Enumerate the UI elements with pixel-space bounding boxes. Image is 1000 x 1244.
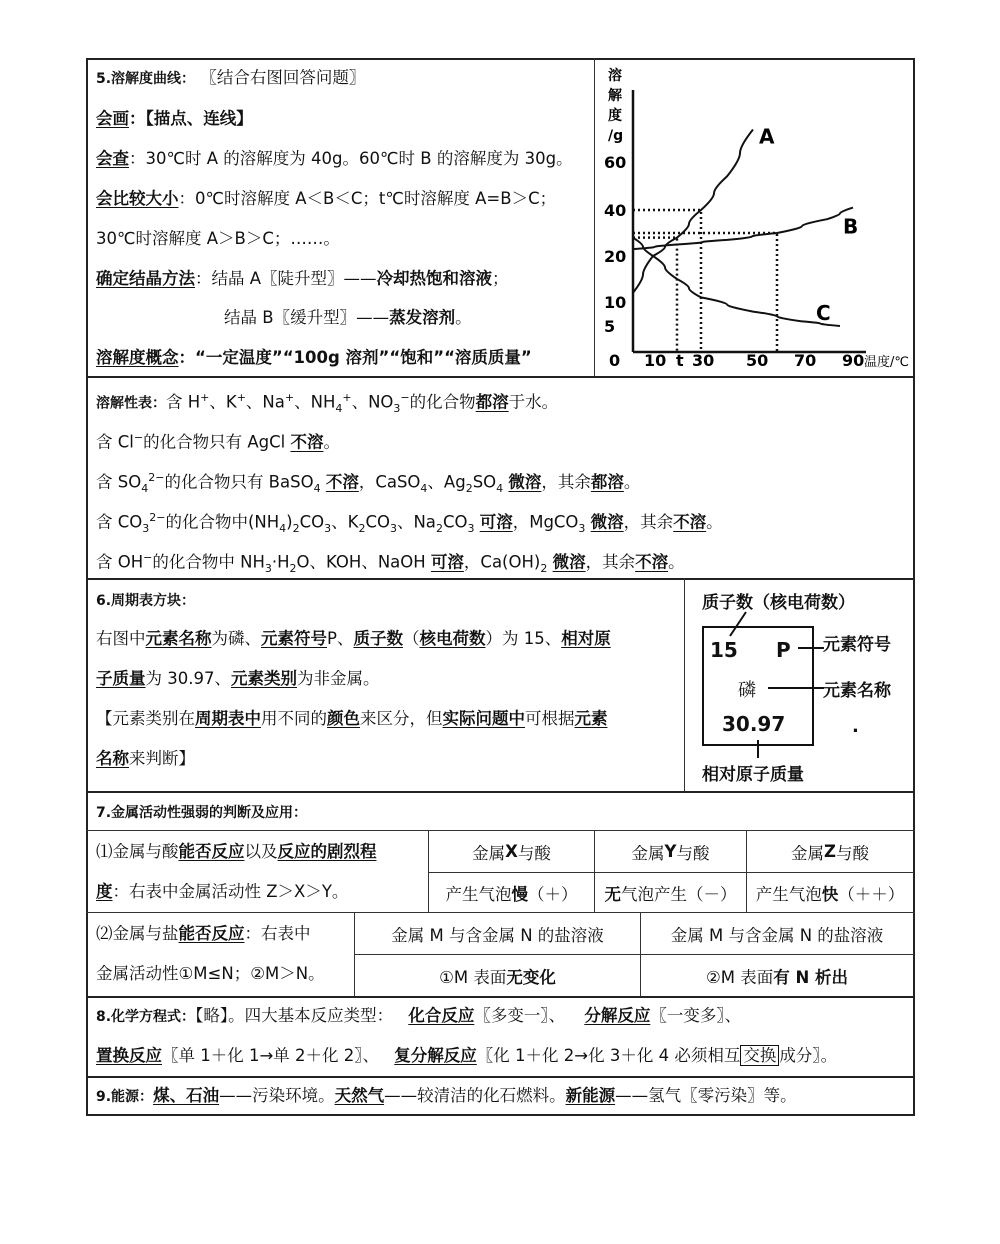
y-tick-label: 60 [604, 153, 627, 172]
s8-t1: 【略】。四大基本反应类型： [195, 1006, 394, 1025]
sol-l4-bold2: 微溶 [590, 512, 624, 532]
s5-concept-label: 溶解度概念 [96, 348, 179, 367]
cell-salt-header-1 [355, 913, 640, 954]
sol-line1: 溶解性表：含 H+、K+、Na+、$NH_4^+$、$NO_3^-$的化合物都溶于水。 [96, 391, 559, 415]
sol-l5-bold1: 可溶 [430, 552, 464, 572]
s6-p1-j: 相对原 [561, 629, 611, 648]
s6-p1-g: （ [402, 629, 420, 648]
s7-r1-e: 度 [96, 882, 113, 901]
s5-cmp-text: ：0℃时溶解度 A＜B＜C；t℃时溶解度 A=B＞C； [178, 189, 557, 208]
s6-p2 [96, 669, 379, 689]
s8-line2 [96, 1046, 837, 1066]
stray-dot: . [852, 716, 859, 737]
s5-title-line [96, 68, 365, 89]
s5-concept-text: ：“一定温度”“100g 溶剂”“饱和”“溶质质量” [178, 348, 532, 367]
s5-check-line [96, 149, 573, 169]
x-tick-label: 70 [794, 351, 817, 370]
s9-line [96, 1086, 797, 1107]
hx-bold: X [505, 842, 518, 861]
s5-check-text: ：30℃时 A 的溶解度为 40g。60℃时 B 的溶解度为 30g。 [129, 149, 573, 168]
sol-l1-pre: 含 H [166, 392, 201, 412]
s5-cmp-line [96, 189, 556, 209]
s5-draw-label: 会画 [96, 109, 129, 128]
s5-cryst-label: 确定结晶方法 [96, 269, 195, 288]
hx-pre: 金属 [472, 843, 506, 863]
x-tick-label: 90 [842, 351, 865, 370]
s8-line1 [96, 1006, 741, 1027]
s7-r2-c: ：右表中 [244, 924, 311, 943]
element-box-pointers [686, 580, 912, 790]
sol-l4-mid3: 、K [331, 512, 359, 532]
sol-line3: 含 $SO_4^{2-}$的化合物只有 BaSO$_4$ 不溶，CaSO$_4$、$Ag_2SO_4$ 微溶，其余都溶。 [96, 471, 641, 495]
sol-l2-mid: 的化合物只有 AgCl [143, 432, 291, 452]
hy-bold: Y [664, 842, 677, 861]
s5-note: 〖结合右图回答问题〗 [200, 68, 366, 87]
cx-pre: 产生气泡 [445, 884, 512, 904]
s8-hh-note: 〖多变一〗、 [474, 1006, 566, 1025]
sol-l1-sup1: + [200, 391, 210, 404]
guide-line [633, 233, 777, 352]
sol-l5-mid3: O、KOH、NaOH [296, 552, 431, 572]
y-tick-label: 5 [604, 317, 616, 336]
sol-l3-mid5: ，其余 [541, 472, 591, 492]
s6-p2-a: 子质量 [96, 669, 146, 688]
curve-C [633, 238, 840, 326]
s5-cryst-b-end: 。 [455, 308, 472, 327]
s8-ff-note: 〖化 1＋化 2→化 3＋化 4 必须相互 [476, 1046, 741, 1065]
cell-metal-z-header [747, 831, 913, 872]
sol-l5-mid: 的化合物中 NH [152, 552, 265, 572]
element-symbol: P [776, 638, 791, 662]
sol-l3-mid4: SO [472, 472, 497, 492]
cx-post: （＋） [528, 884, 578, 904]
y-axis-label-char: /g [608, 128, 624, 144]
s7-r1-line1 [96, 842, 377, 862]
sol-title: 溶解性表： [96, 395, 166, 412]
guide-line [633, 210, 701, 352]
salt1: 金属 M 与含金属 N 的盐溶液 [391, 925, 604, 945]
s5-draw-line [96, 109, 253, 129]
element-name: 磷 [738, 680, 756, 701]
cx-bold: 慢 [511, 884, 528, 904]
s5-cmp-text2: 30℃时溶解度 A＞B＞C；……。 [96, 229, 340, 248]
s5-title: 5.溶解度曲线： [96, 71, 196, 87]
y-axis-label-char: 解 [608, 88, 622, 104]
sol-l3-mid: 的化合物只有 BaSO [164, 472, 314, 492]
s5-cmp-label: 会比较大小 [96, 189, 179, 208]
sol-l4-bold3: 不溶 [673, 512, 707, 532]
s6-p3-h: 元素 [574, 709, 608, 728]
element-box-diagram [686, 580, 912, 790]
res1-pre: ①M 表面 [439, 967, 507, 987]
s9-a: 煤、石油 [153, 1086, 220, 1105]
s6-p3-c: 用不同的 [261, 709, 327, 728]
s7-r2-line2 [96, 964, 325, 984]
s5-check-label: 会查 [96, 149, 129, 168]
cell-salt-result-2 [641, 955, 913, 996]
name-pointer-label: 元素名称 [823, 681, 891, 701]
cell-metal-x-result [429, 873, 594, 912]
y-axis-label-char: 度 [608, 108, 622, 124]
s6-p1-i: ）为 15、 [485, 629, 562, 648]
s6-title: 6.周期表方块： [96, 593, 196, 609]
s8-fj-note: 〖一变多〗、 [650, 1006, 742, 1025]
sol-l5-end: 。 [668, 552, 685, 572]
salt2: 金属 M 与含金属 N 的盐溶液 [670, 925, 884, 945]
s6-p3-a: 【元素类别在 [96, 709, 195, 728]
s9-title: 9.能源： [96, 1089, 154, 1105]
s7-r1-line2 [96, 882, 348, 902]
curve-B [633, 208, 853, 250]
s9-f: ——氢气〖零污染〗等。 [615, 1086, 797, 1105]
s7-r1-d: 反应的剧烈程 [277, 842, 377, 861]
series-label-A: A [759, 124, 775, 149]
s6-p3-f: 实际问题中 [442, 709, 525, 728]
s6-p4-b: 来判断】 [129, 749, 195, 768]
proton-pointer [730, 612, 746, 636]
sol-l3-bold2: 微溶 [508, 472, 542, 492]
cell-metal-x-header [429, 831, 594, 872]
sol-l3-bold3: 都溶 [590, 472, 624, 492]
s9-e: 新能源 [565, 1086, 616, 1105]
s5-cryst-b-bold: 蒸发溶剂 [389, 308, 456, 327]
sol-l1-bold: 都溶 [475, 392, 509, 412]
sol-l5-pre: 含 OH [96, 552, 144, 572]
chart-axes [633, 90, 866, 352]
sol-l4-mid2: CO [299, 512, 325, 532]
s6-p4 [96, 749, 195, 769]
sol-l3-bold1: 不溶 [325, 472, 359, 492]
s7-r1-f: ：右表中金属活动性 Z＞X＞Y。 [112, 882, 349, 901]
cell-metal-y-header [595, 831, 746, 872]
sol-l4-mid: 的化合物中(NH [165, 512, 280, 532]
cell-salt-result-1 [355, 955, 640, 996]
atomic-number: 15 [710, 638, 738, 662]
s5-cryst-b-line [224, 308, 472, 328]
s7-r2-d: 金属活动性①M≤N；②M＞N。 [96, 964, 325, 983]
sol-l1-mid: 的化合物 [409, 392, 476, 412]
sol-l4-end: 。 [706, 512, 723, 532]
x-tick-label: 50 [746, 351, 769, 370]
s5-cryst-a-bold: 冷却热饱和溶液 [376, 269, 493, 288]
s7-r2-a: ⑵金属与盐 [96, 924, 179, 943]
sol-l4-mid4: 、Na [396, 512, 436, 532]
s8-hh: 化合反应 [408, 1006, 475, 1025]
series-label-B: B [843, 214, 859, 239]
s8-zh: 置换反应 [96, 1046, 162, 1065]
x-tick-label: 0 [609, 351, 621, 370]
hz-post: 与酸 [835, 843, 869, 863]
sol-line2: 含 Cl−的化合物只有 AgCl 不溶。 [96, 431, 340, 452]
s5-cryst-line [96, 269, 509, 289]
mass-pointer-label: 相对原子质量 [702, 765, 804, 785]
x-tick-label: 30 [692, 351, 715, 370]
s6-p3-g: 可根据 [525, 709, 575, 728]
s8-ff-end: 成分〗。 [779, 1046, 838, 1065]
sol-l2-bold: 不溶 [290, 432, 324, 452]
cy-bold: 无 [604, 884, 621, 904]
s6-p2-b: 为 30.97、 [145, 669, 231, 688]
hy-post: 与酸 [676, 843, 710, 863]
sol-l4-mid5: ，MgCO [512, 512, 579, 532]
s5-draw-text: ：【描点、连线】 [129, 109, 253, 128]
sol-l3-end: 。 [623, 472, 641, 492]
s6-p1-e: P、 [327, 629, 354, 648]
cell-salt-header-2 [641, 913, 913, 954]
s9-d: ——较清洁的化石燃料。 [384, 1086, 566, 1105]
chart-guides [633, 210, 777, 352]
sol-l3-mid2: ，CaSO [358, 472, 421, 492]
s6-p1-d: 元素符号 [261, 629, 327, 648]
sol-line5: 含 OH−的化合物中 $NH_3\cdot H_2O$、KOH、NaOH 可溶，$Ca(OH)_2$ 微溶，其余不溶。 [96, 551, 685, 575]
sol-line4: 含 $CO_3^{2-}$的化合物中$(NH_4)_2CO_3$、$K_2CO_3$、$Na_2CO_3$ 可溶，MgCO$_3$ 微溶，其余不溶。 [96, 511, 723, 535]
y-tick-label: 10 [604, 293, 627, 312]
x-tick-label: t [676, 351, 684, 370]
s8-ff: 复分解反应 [394, 1046, 477, 1065]
y-tick-label: 40 [604, 201, 627, 220]
s6-title-line [96, 590, 195, 611]
y-axis-label-char: 溶 [608, 68, 622, 84]
hz-bold: Z [824, 842, 836, 861]
cz-post: （＋＋） [838, 884, 905, 904]
s6-p3-e: 来区分，但 [360, 709, 443, 728]
sol-l5-mid2: ·H [271, 552, 290, 572]
s6-p1-h: 核电荷数 [419, 629, 486, 648]
s5-concept-line [96, 348, 532, 368]
x-axis-label: 温度/℃ [864, 355, 909, 370]
cz-bold: 快 [821, 884, 839, 904]
cell-metal-y-result [595, 873, 746, 912]
s6-p4-a: 名称 [96, 749, 129, 768]
s7-r1-c: 以及 [244, 842, 278, 861]
sol-l5-bold3: 不溶 [635, 552, 669, 572]
x-tick-label: 10 [644, 351, 667, 370]
s8-fj: 分解反应 [584, 1006, 651, 1025]
s7-title: 7.金属活动性强弱的判断及应用： [96, 805, 308, 821]
s7-r2-b: 能否反应 [178, 924, 245, 943]
s7-r1-b: 能否反应 [178, 842, 245, 861]
s6-p3-d: 颜色 [327, 709, 360, 728]
s8-title: 8.化学方程式： [96, 1009, 196, 1025]
series-label-C: C [816, 301, 831, 325]
s6-p1 [96, 629, 611, 649]
res2-pre: ②M 表面 [705, 967, 774, 987]
cz-pre: 产生气泡 [755, 884, 822, 904]
s7-r1-a: ⑴金属与酸 [96, 842, 179, 861]
s8-zh-note: 〖单 1＋化 1→单 2＋化 2〗、 [162, 1046, 380, 1065]
sol-l5-mid4: ，Ca(OH) [463, 552, 541, 572]
res2-bold: 有 N 析出 [773, 967, 849, 987]
s9-c: 天然气 [334, 1086, 385, 1105]
sol-l2-pre: 含 Cl [96, 432, 134, 452]
s5-cryst-a-end: ； [492, 269, 509, 288]
atomic-mass: 30.97 [722, 712, 786, 736]
cell-metal-z-result [747, 873, 913, 912]
s7-title-line [96, 802, 307, 823]
sol-l1-end: 于水。 [508, 392, 559, 412]
sol-l3-pre: 含 SO [96, 472, 142, 492]
sol-l3-mid3: 、Ag [427, 472, 466, 492]
sol-l4-mid6: ，其余 [623, 512, 674, 532]
symbol-pointer-label: 元素符号 [823, 635, 891, 655]
s6-p1-f: 质子数 [353, 629, 403, 648]
sol-l5-mid5: ，其余 [585, 552, 636, 572]
s6-p3 [96, 709, 608, 729]
chart-text [604, 67, 909, 370]
y-tick-label: 20 [604, 247, 627, 266]
s6-p1-a: 右图中 [96, 629, 146, 648]
hz-pre: 金属 [791, 843, 825, 863]
s6-p1-b: 元素名称 [145, 629, 212, 648]
s6-p2-d: 为非金属。 [296, 669, 380, 688]
solubility-chart [596, 60, 912, 375]
cy-post: 气泡产生（－） [621, 884, 737, 904]
s6-p1-c: 为磷、 [211, 629, 261, 648]
proton-number-label: 质子数（核电荷数） [702, 593, 855, 613]
chart-curves [633, 130, 853, 327]
hx-post: 与酸 [517, 843, 551, 863]
hy-pre: 金属 [631, 843, 665, 863]
sol-l5-bold2: 微溶 [552, 552, 586, 572]
s8-jh: 交换 [740, 1045, 779, 1066]
s5-cryst-b-pre: 结晶 B〖缓升型〗—— [224, 308, 390, 327]
sol-l4-pre: 含 CO [96, 512, 143, 532]
sol-l4-bold1: 可溶 [479, 512, 513, 532]
s9-b: ——污染环境。 [219, 1086, 335, 1105]
s5-cmp-line2 [96, 229, 340, 249]
sol-l2-end: 。 [323, 432, 340, 452]
s6-p2-c: 元素类别 [230, 669, 297, 688]
res1-bold: 无变化 [506, 967, 556, 987]
sol-l1-sup3: + [284, 391, 295, 404]
s7-r2-line1 [96, 924, 311, 944]
s5-cryst-a-pre: ：结晶 A〖陡升型〗—— [195, 269, 377, 288]
s6-p3-b: 周期表中 [195, 709, 261, 728]
sol-l1-sup2: + [236, 391, 246, 404]
